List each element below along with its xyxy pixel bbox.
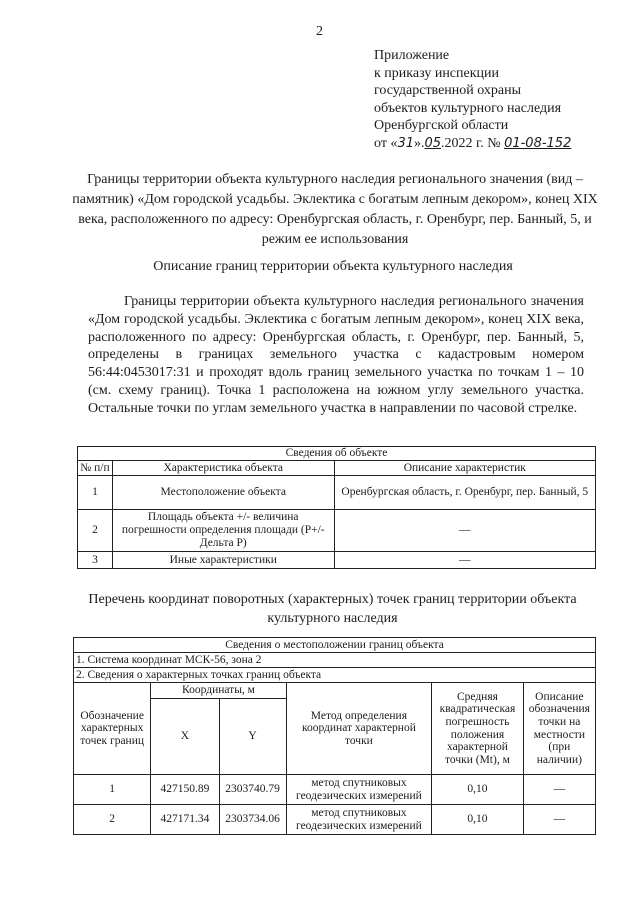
appendix-line: к приказу инспекции (374, 65, 500, 81)
cell-error: 0,10 (432, 805, 524, 835)
cell-description: — (334, 552, 595, 569)
order-date-line (374, 135, 571, 153)
cell-x: 427171.34 (151, 805, 219, 835)
cell-point: 2 (74, 805, 151, 835)
table-caption: Сведения об объекте (78, 447, 596, 461)
section-subtitle: Описание границ территории объекта культурного наследия (153, 259, 513, 274)
cell-characteristic: Иные характеристики (112, 552, 334, 569)
header-y: Y (219, 699, 286, 775)
appendix-line: государственной охраны (374, 83, 522, 98)
table-caption: Сведения о местоположении границ объекта (74, 638, 596, 653)
cell-point: 1 (74, 775, 151, 805)
header-error: Средняя квадратическая погрешность положения характерной точки (Mt), м (432, 683, 524, 775)
cell-method: метод спутниковых геодезических измерений (286, 775, 432, 805)
header-cell: № п/п (78, 461, 113, 476)
object-info-table (77, 446, 596, 569)
date-prefix: от « (374, 135, 398, 151)
order-month: 05 (424, 135, 442, 151)
cell-number: 3 (78, 552, 113, 569)
cell-number: 1 (78, 476, 113, 510)
coordinates-heading: Перечень координат поворотных (характерных) точек границ территории объекта культурного наследия (88, 592, 577, 626)
order-day: 31 (397, 135, 414, 151)
table-row (74, 805, 596, 835)
points-section-row: 2. Сведения о характерных точках границ объекта (74, 668, 596, 683)
appendix-line: Оренбургской области (374, 118, 509, 133)
header-method: Метод определения координат характерной точки (286, 683, 432, 775)
description-paragraph: Границы территории объекта культурного наследия регионального значения «Дом городской усадьбы. Эклектика с богатым лепным декором», конец XIX века, расположенного по адресу: Оренбургская область, г. Оренбург, пер. Банный, 5, определены в границах земельного участка с кадастровым номером 56:44:0453017:31 и проходят вдоль границ земельного участка по точкам 1 – 10 (см. схему границ). Точка 1 расположена на южном углу земельного участка. Остальные точки по углам земельного участка в направлении по часовой стрелке. (88, 294, 584, 416)
header-point: Обозначение характерных точек границ (74, 683, 151, 775)
cell-number: 2 (78, 510, 113, 552)
cell-description: — (334, 510, 595, 552)
date-year: .2022 г. № (441, 135, 501, 151)
order-number: 01-08-152 (504, 135, 572, 151)
page-number: 2 (316, 24, 323, 39)
table-row (74, 775, 596, 805)
table-row (78, 476, 596, 510)
cell-description: — (523, 775, 595, 805)
coordinate-system-row: 1. Система координат МСК-56, зона 2 (74, 653, 596, 668)
cell-characteristic: Площадь объекта +/- величина погрешности определения площади (P+/- Дельта P) (112, 510, 334, 552)
cell-error: 0,10 (432, 775, 524, 805)
cell-description: — (523, 805, 595, 835)
document-title: Границы территории объекта культурного наследия регионального значения (вид – памятник) «Дом городской усадьбы. Эклектика с богатым лепным декором», конец XIX века, расположенного по адресу: Оренбургская область, г. Оренбург, пер. Банный, 5, и режим ее использования (72, 172, 598, 247)
cell-y: 2303734.06 (219, 805, 286, 835)
cell-x: 427150.89 (151, 775, 219, 805)
cell-y: 2303740.79 (219, 775, 286, 805)
cell-description: Оренбургская область, г. Оренбург, пер. Банный, 5 (334, 476, 595, 510)
appendix-block (374, 47, 571, 152)
cell-method: метод спутниковых геодезических измерений (286, 805, 432, 835)
header-coordinates: Координаты, м (151, 683, 286, 699)
coordinates-table (73, 637, 596, 835)
table-row (78, 552, 596, 569)
header-x: X (151, 699, 219, 775)
appendix-line: Приложение (374, 48, 450, 63)
header-description: Описание обозначения точки на местности (при наличии) (523, 683, 595, 775)
appendix-line: объектов культурного наследия (374, 100, 562, 116)
cell-characteristic: Местоположение объекта (112, 476, 334, 510)
date-mid: ». (413, 135, 425, 151)
header-cell: Характеристика объекта (112, 461, 334, 476)
header-cell: Описание характеристик (334, 461, 595, 476)
table-row (78, 510, 596, 552)
